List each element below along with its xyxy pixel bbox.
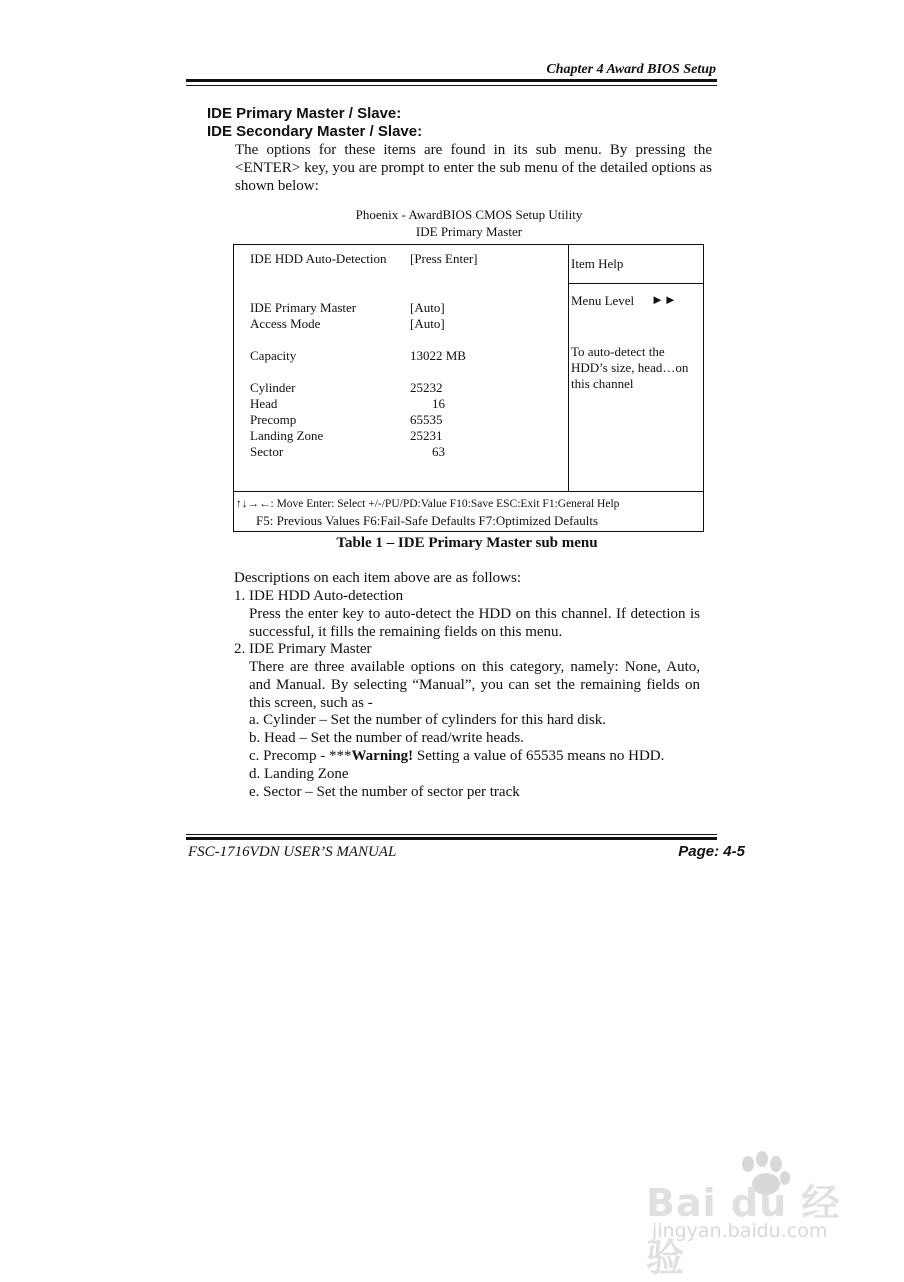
bios-utility-title: Phoenix - AwardBIOS CMOS Setup Utility (355, 207, 583, 222)
help-text-line-3: this channel (571, 376, 634, 391)
row-value-ide-primary-master[interactable]: [Auto] (410, 300, 445, 315)
help-text-line-1: To auto-detect the (571, 344, 665, 359)
row-label-cylinder: Cylinder (250, 380, 296, 395)
footer-rule-thin (186, 834, 717, 835)
heading-secondary: IDE Secondary Master / Slave: (207, 123, 423, 140)
header-rule-thick (186, 79, 717, 82)
row-value-sector: 63 (432, 444, 445, 459)
watermark-brand: Bai du 经验 (646, 1181, 841, 1280)
sub-item-landing-zone: d. Landing Zone (249, 766, 349, 782)
footer-page-number: Page: 4-5 (678, 843, 745, 860)
row-value-precomp: 65535 (410, 412, 443, 427)
bios-screen (233, 244, 704, 532)
heading-primary: IDE Primary Master / Slave: (207, 105, 402, 122)
sub-item-head: b. Head – Set the number of read/write heads. (249, 730, 524, 746)
footer-rule-thick (186, 837, 717, 840)
row-label-precomp: Precomp (250, 412, 297, 427)
row-label-capacity: Capacity (250, 348, 297, 363)
help-text-line-2: HDD’s size, head…on (571, 360, 689, 375)
key-footer-divider (234, 491, 703, 492)
descriptions-lead: Descriptions on each item above are as follows: (234, 570, 521, 586)
key-legend-line-1: ↑↓→←: Move Enter: Select +/-/PU/PD:Value F10:Save ESC:Exit F1:General Help (236, 498, 620, 510)
chapter-header: Chapter 4 Award BIOS Setup (546, 62, 716, 77)
row-value-capacity: 13022 MB (410, 348, 466, 363)
intro-paragraph: The options for these items are found in its sub menu. By pressing the <ENTER> key, you are prompt to enter the sub menu of the detailed options as shown below: (235, 142, 712, 194)
bios-menu-title: IDE Primary Master (415, 224, 523, 239)
baidu-watermark (640, 1150, 860, 1280)
help-title-divider (568, 283, 704, 284)
footer-manual-title: FSC-1716VDN USER’S MANUAL (188, 844, 397, 860)
key-legend-line-2: F5: Previous Values F6:Fail-Safe Defaults F7:Optimized Defaults (256, 513, 599, 528)
row-value-head: 16 (432, 396, 445, 411)
item2-text: There are three available options on this category, namely: None, Auto, and Manual. By selecting “Manual”, you can set the remaining fields on this screen, such as - (249, 659, 700, 711)
row-value-ide-hdd-auto-detection[interactable]: [Press Enter] (410, 251, 478, 266)
item2-title: 2. IDE Primary Master (234, 641, 372, 657)
sub-item-precomp (249, 747, 700, 765)
row-value-cylinder: 25232 (410, 380, 443, 395)
table-caption: Table 1 – IDE Primary Master sub menu (336, 535, 598, 551)
item1-text: Press the enter key to auto-detect the HDD on this channel. If detection is successful, it fills the remaining fields on this menu. (249, 606, 700, 640)
sub-item-cylinder: a. Cylinder – Set the number of cylinders for this hard disk. (249, 712, 607, 728)
row-label-ide-hdd-auto-detection[interactable]: IDE HDD Auto-Detection (250, 251, 387, 266)
row-value-landing-zone: 25231 (410, 428, 443, 443)
sub-item-precomp-suffix: Setting a value of 65535 means no HDD. (413, 748, 665, 764)
row-value-access-mode[interactable]: [Auto] (410, 316, 445, 331)
menu-level-arrows-icon: ►► (651, 292, 677, 307)
row-label-access-mode[interactable]: Access Mode (250, 316, 321, 331)
item-help-title: Item Help (571, 256, 624, 271)
row-label-head: Head (250, 396, 278, 411)
item1-title: 1. IDE HDD Auto-detection (234, 588, 404, 604)
sub-item-precomp-prefix: c. Precomp - *** (249, 748, 352, 764)
menu-level-label: Menu Level (571, 293, 635, 308)
watermark-url: jingyan.baidu.com (652, 1220, 828, 1242)
row-label-ide-primary-master[interactable]: IDE Primary Master (250, 300, 357, 315)
warning-label: Warning! (351, 748, 414, 764)
sub-item-sector: e. Sector – Set the number of sector per track (249, 784, 520, 800)
row-label-landing-zone: Landing Zone (250, 428, 324, 443)
header-rule-thin (186, 85, 717, 86)
row-label-sector: Sector (250, 444, 284, 459)
